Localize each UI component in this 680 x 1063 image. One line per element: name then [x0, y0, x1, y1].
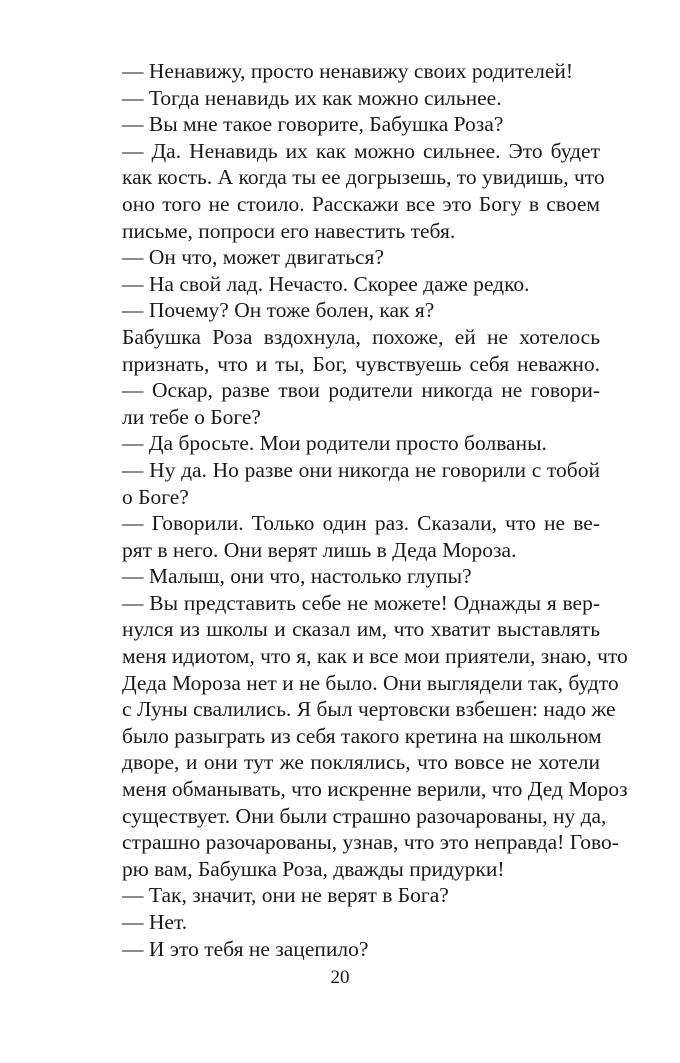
- text-line: — Ненавижу, просто ненавижу своих родителей!: [122, 59, 574, 83]
- text-line: рят в него. Они верят лишь в Деда Мороза.: [122, 537, 517, 562]
- text-line: Деда Мороза нет и не было. Они выглядели так, будто: [122, 670, 619, 695]
- text-line: — Оскар, разве твои родители никогда не говори-: [122, 378, 600, 403]
- page-number: 20: [330, 967, 350, 988]
- text-line: — Да. Ненавидь их как можно сильнее. Это будет: [122, 138, 600, 163]
- text-line: — Нет.: [122, 910, 188, 934]
- text-line: — Малыш, они что, настолько глупы?: [122, 564, 472, 589]
- text-line: — Почему? Он тоже болен, как я?: [122, 298, 435, 323]
- text-line: рю вам, Бабушка Роза, дважды придурки!: [122, 856, 505, 881]
- text-line: — Так, значит, они не верят в Бога?: [122, 883, 449, 908]
- text-line: — На свой лад. Нечасто. Скорее даже редко.: [122, 271, 530, 296]
- text-line: меня идиотом, что я, как и все мои приятели, знаю, что: [122, 644, 628, 669]
- page-text: [122, 58, 628, 962]
- text-line: — Тогда ненавидь их как можно сильнее.: [122, 85, 502, 110]
- text-line: меня обманывать, что искренне верили, что Дед Мороз: [122, 777, 628, 802]
- text-line: о Боге?: [122, 484, 189, 509]
- text-line: существует. Они были страшно разочарованы, ну да,: [122, 803, 607, 828]
- text-line: признать, что и ты, Бог, чувствуешь себя неважно.: [122, 351, 600, 376]
- text-line: — И это тебя не зацепило?: [122, 936, 369, 961]
- text-line: как кость. А когда ты ее догрызешь, то увидишь, что: [122, 165, 605, 190]
- text-line: нулся из школы и сказал им, что хватит выставлять: [122, 617, 600, 642]
- text-line: — Вы представить себе не можете! Однажды я вер-: [122, 590, 600, 615]
- text-line: — Говорили. Только один раз. Сказали, что не ве-: [122, 511, 600, 536]
- text-line: было разыграть из себя такого кретина на школьном: [122, 723, 602, 748]
- text-line: — Вы мне такое говорите, Бабушка Роза?: [122, 112, 504, 137]
- text-line: — Да бросьте. Мои родители просто болваны.: [122, 431, 547, 456]
- text-line: ли тебе о Боге?: [122, 404, 261, 429]
- text-line: — Он что, может двигаться?: [122, 245, 384, 270]
- text-line: письме, попроси его навестить тебя.: [122, 218, 456, 243]
- text-line: страшно разочарованы, узнав, что это неправда! Гово-: [122, 830, 619, 855]
- text-line: дворе, и они тут же поклялись, что вовсе не хотели: [122, 750, 600, 775]
- text-line: с Луны свалились. Я был чертовски взбешен: надо же: [122, 697, 616, 722]
- text-line: Бабушка Роза вздохнула, похоже, ей не хотелось: [122, 324, 600, 349]
- text-line: оно того не стоило. Расскажи все это Богу в своем: [122, 191, 600, 216]
- text-line: — Ну да. Но разве они никогда не говорили с тобой: [122, 457, 600, 482]
